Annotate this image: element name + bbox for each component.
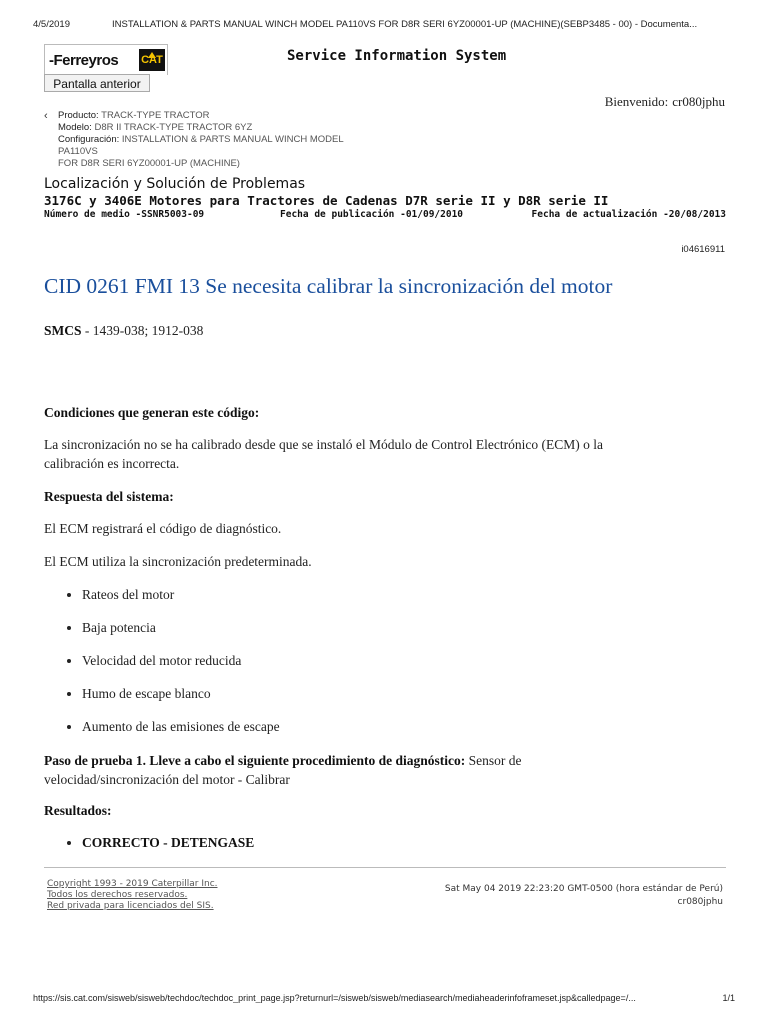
cat-logo-icon: CAT xyxy=(139,49,165,71)
results-heading: Resultados: xyxy=(44,803,112,818)
logo-dash-icon: ‑ xyxy=(49,52,54,69)
rights-link[interactable]: Todos los derechos reservados. xyxy=(47,890,188,900)
print-footer xyxy=(0,990,768,1010)
print-title: INSTALLATION & PARTS MANUAL WINCH MODEL PA110VS FOR D8R SERI 6YZ00001-UP (MACHINE)(SEBP3485 - 00) - Documenta... xyxy=(112,19,698,30)
model-value: D8R II TRACK-TYPE TRACTOR 6YZ xyxy=(94,122,253,133)
test-step-text: Sensor de xyxy=(465,753,522,768)
smcs-value: - 1439-038; 1912-038 xyxy=(81,323,204,338)
smcs-label: SMCS xyxy=(44,323,82,338)
config-value-continued: FOR D8R SERI 6YZ00001-UP (MACHINE) xyxy=(58,158,240,169)
private-network-link[interactable]: Red privada para licenciados del SIS. xyxy=(47,901,214,911)
back-button[interactable]: Pantalla anterior xyxy=(44,74,150,92)
conditions-text xyxy=(44,435,694,473)
welcome-message xyxy=(601,94,725,110)
list-item: Baja potencia xyxy=(82,620,156,635)
copyright-link[interactable]: Copyright 1993 - 2019 Caterpillar Inc. xyxy=(47,879,218,889)
engine-title: 3176C y 3406E Motores para Tractores de Cadenas D7R serie II y D8R serie II xyxy=(44,193,609,208)
welcome-user: cr080jphu xyxy=(672,94,725,109)
list-item: Aumento de las emisiones de escape xyxy=(82,719,280,734)
footer-timestamp-block xyxy=(445,883,723,909)
media-meta xyxy=(44,209,726,223)
smcs-line xyxy=(44,321,694,340)
model-label: Modelo: xyxy=(58,122,92,133)
print-url: https://sis.cat.com/sisweb/sisweb/techdoc/techdoc_print_page.jsp?returnurl=/sisweb/sisweb/mediasearch/mediaheaderinfoframeset.jsp&calledpage=/... xyxy=(33,993,636,1003)
footer-divider xyxy=(44,867,726,868)
page-number: 1/1 xyxy=(722,993,735,1003)
section-title: Localización y Solución de Problemas xyxy=(44,176,306,192)
response-heading: Respuesta del sistema: xyxy=(44,489,174,504)
response-line-1: El ECM registrará el código de diagnóstico. xyxy=(44,521,282,536)
list-item: Velocidad del motor reducida xyxy=(82,653,242,668)
chevron-left-icon[interactable]: ‹ xyxy=(44,110,48,122)
footer-timestamp: Sat May 04 2019 22:23:20 GMT-0500 (hora estándar de Perú) xyxy=(444,884,723,894)
conditions-line-2: calibración es incorrecta. xyxy=(44,456,180,471)
system-title: Service Information System xyxy=(287,48,507,64)
product-value: TRACK-TYPE TRACTOR xyxy=(101,110,210,121)
publication-date: Fecha de publicación -01/09/2010 xyxy=(280,209,464,220)
response-line-2: El ECM utiliza la sincronización predeterminada. xyxy=(44,554,312,569)
update-date: Fecha de actualización -20/08/2013 xyxy=(531,209,726,220)
conditions-line-1: La sincronización no se ha calibrado desde que se instaló el Módulo de Control Electrónico (ECM) o la xyxy=(44,437,603,452)
print-date: 4/5/2019 xyxy=(33,19,70,30)
document-id: i04616911 xyxy=(681,244,725,255)
footer-user: cr080jphu xyxy=(677,897,723,907)
list-item: Rateos del motor xyxy=(82,587,175,602)
test-step-text-continued: velocidad/sincronización del motor - Calibrar xyxy=(44,772,290,787)
ferreyros-cat-logo xyxy=(44,44,168,75)
config-value: INSTALLATION & PARTS MANUAL WINCH MODEL PA110VS xyxy=(58,134,344,157)
conditions-heading: Condiciones que generan este código: xyxy=(44,405,260,420)
cat-triangle-icon xyxy=(148,52,156,58)
welcome-label: Bienvenido: xyxy=(604,94,669,109)
footer-links xyxy=(47,879,218,912)
breadcrumb xyxy=(44,110,344,170)
article-title: CID 0261 FMI 13 Se necesita calibrar la sincronización del motor xyxy=(44,274,613,298)
product-label: Producto: xyxy=(58,110,99,121)
config-label: Configuración: xyxy=(58,134,120,145)
list-item: CORRECTO - DETENGASE xyxy=(82,835,255,850)
media-number: Número de medio -SSNR5003-09 xyxy=(44,209,205,220)
test-step-heading: Paso de prueba 1. Lleve a cabo el siguiente procedimiento de diagnóstico: xyxy=(44,753,466,768)
list-item: Humo de escape blanco xyxy=(82,686,211,701)
logo-brand: ‑Ferreyros xyxy=(49,52,119,69)
print-header xyxy=(0,0,768,30)
test-step xyxy=(44,751,694,789)
